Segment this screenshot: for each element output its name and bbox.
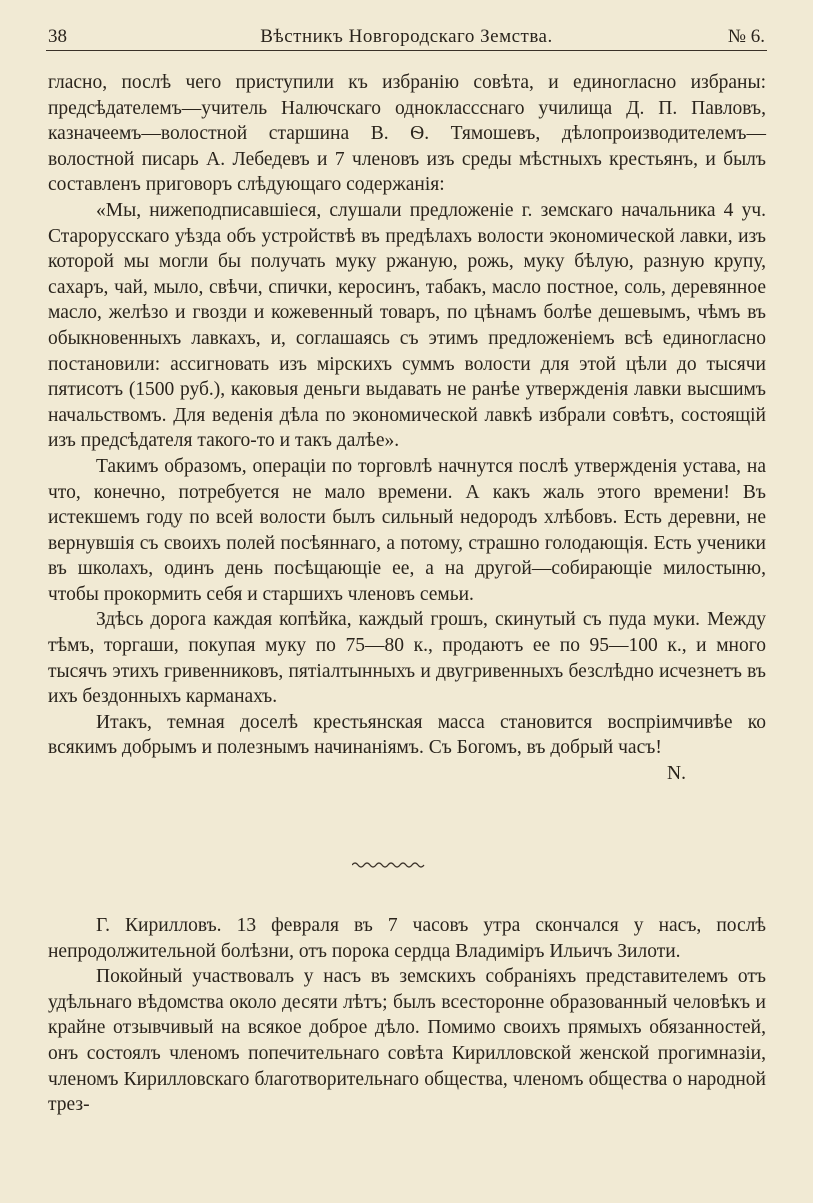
paragraph: Итакъ, темная доселѣ крестьянская масса становится воспріимчивѣе ко всякимъ добрымъ и полезнымъ начинаніямъ. Съ Богомъ, въ добрый часъ!	[48, 711, 766, 759]
signature: N.	[667, 763, 686, 785]
paragraph: Г. Кирилловъ. 13 февраля въ 7 часовъ утра скончался у насъ, послѣ непродолжительной болѣзни, отъ порока сердца Владиміръ Ильичъ Зилоти.	[48, 915, 766, 962]
quote-paragraph: «Мы, нижеподписавшіеся, слушали предложеніе г. земскаго начальника 4 уч. Старорусскаго уѣзда объ устройствѣ въ предѣлахъ волости экономической лавки, изъ которой мы могли бы получать муку ржаную, рожь, муку бѣлую, разную крупу, сахаръ, чай, мыло, свѣчи, спички, керосинъ, табакъ, масло постное, соль, деревянное масло, желѣзо и гвозди и кожевенный товаръ, по цѣнамъ болѣе дешевымъ, чѣмъ въ обыкновенныхъ лавкахъ, и, соглашаясь съ этимъ предложеніемъ всѣ единогласно постановили: ассигновать изъ мірскихъ суммъ волости для этой цѣли до тысячи пятисотъ (1500 руб.), каковыя деньги выдавать не ранѣе утвержденія лавки высшимъ начальствомъ. Для веденія дѣла по экономической лавкѣ избрали совѣтъ, состоящій изъ предсѣдателя такого-то и такъ далѣе».	[48, 199, 766, 452]
journal-title: Вѣстникъ Новгородскаго Земства.	[260, 26, 553, 47]
paragraph: гласно, послѣ чего приступили къ избранію совѣта, и единогласно избраны: предсѣдателемъ—учитель Налючскаго одноклассснаго училища Д. П. Павловъ, казначеемъ—волостной старшина В. Ѳ. Тямошевъ, дѣлопроизводителемъ—волостной писарь А. Лебедевъ и 7 членовъ изъ среды мѣстныхъ крестьянъ, и былъ составленъ приговоръ слѣдующаго содержанія:	[48, 72, 766, 196]
article-body-2	[48, 913, 766, 1118]
header-rule	[46, 50, 767, 51]
wavy-divider	[352, 860, 426, 870]
article-body	[48, 70, 766, 787]
page-number: 38	[48, 26, 67, 47]
issue-number: № 6.	[727, 26, 765, 47]
paragraph: Такимъ образомъ, операціи по торговлѣ начнутся послѣ утвержденія устава, на что, конечно, потребуется не мало времени. А какъ жаль этого времени! Въ истекшемъ году по всей волости былъ сильный недородъ хлѣбовъ. Есть деревни, не вернувшія съ своихъ полей посѣяннаго, а потому, страшно голодающія. Есть ученики въ школахъ, одинъ день посѣщающіе ее, а на другой—собирающіе милостыню, чтобы прокормить себя и старшихъ членовъ семьи.	[48, 455, 766, 605]
page-header	[48, 22, 765, 52]
paragraph: Здѣсь дорога каждая копѣйка, каждый грошъ, скинутый съ пуда муки. Между тѣмъ, торгаши, покупая муку по 75—80 к., продаютъ ее по 95—100 к., и много тысячъ этихъ гривенниковъ, пятіалтынныхъ и двугривенныхъ безслѣдно исчезнетъ въ ихъ бездонныхъ карманахъ.	[48, 609, 766, 708]
paragraph: Покойный участвовалъ у насъ въ земскихъ собраніяхъ представителемъ отъ удѣльнаго вѣдомства около десяти лѣтъ; былъ всесторонне образованный человѣкъ и крайне отзывчивый на всякое доброе дѣло. Помимо своихъ прямыхъ обязанностей, онъ состоялъ членомъ попечительнаго совѣта Кирилловской женской прогимназіи, членомъ Кирилловскаго благотворительнаго общества, членомъ общества о народной трез-	[48, 966, 766, 1116]
